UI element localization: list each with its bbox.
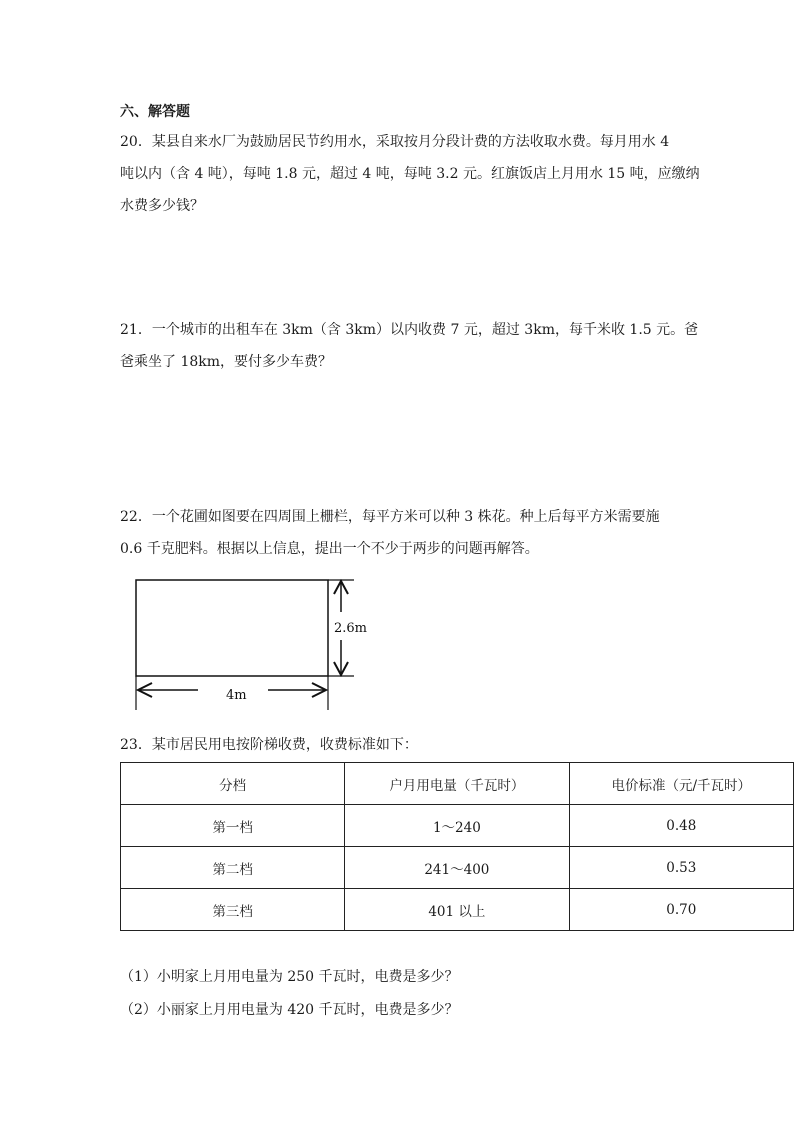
table-cell: 0.53 xyxy=(569,847,793,889)
question-20-line-1: 20．某县自来水厂为鼓励居民节约用水，采取按月分段计费的方法收取水费。每月用水 4 xyxy=(120,134,670,150)
table-cell: 第一档 xyxy=(121,805,345,847)
table-header-row xyxy=(121,763,794,805)
table-header-cell: 分档 xyxy=(121,763,345,805)
question-23-sub-2: （2）小丽家上月用电量为 420 千瓦时，电费是多少？ xyxy=(120,1002,459,1018)
question-21-line-1: 21．一个城市的出租车在 3km（含 3km）以内收费 7 元，超过 3km，每千米收 1.5 元。爸 xyxy=(120,322,699,338)
table-row xyxy=(121,805,794,847)
table-cell: 第二档 xyxy=(121,847,345,889)
garden-diagram xyxy=(128,572,388,717)
table-cell: 0.48 xyxy=(569,805,793,847)
question-22-line-1: 22．一个花圃如图要在四周围上栅栏，每平方米可以种 3 株花。种上后每平方米需要施 xyxy=(120,509,660,525)
question-20-line-3: 水费多少钱？ xyxy=(120,198,204,214)
table-cell: 第三档 xyxy=(121,889,345,931)
question-21-line-2: 爸乘坐了 18km，要付多少车费？ xyxy=(120,354,333,370)
height-label: 2.6m xyxy=(334,621,368,636)
question-20-line-2: 吨以内（含 4 吨），每吨 1.8 元，超过 4 吨，每吨 3.2 元。红旗饭店上月用水 15 吨，应缴纳 xyxy=(120,166,700,182)
table-cell: 0.70 xyxy=(569,889,793,931)
table-header-cell: 户月用电量（千瓦时） xyxy=(345,763,569,805)
table-row xyxy=(121,889,794,931)
table-cell: 1～240 xyxy=(345,805,569,847)
section-title: 六、解答题 xyxy=(120,104,190,120)
table-header-cell: 电价标准（元/千瓦时） xyxy=(569,763,793,805)
width-label: 4m xyxy=(226,688,247,703)
table-cell: 401 以上 xyxy=(345,889,569,931)
question-22-line-2: 0.6 千克肥料。根据以上信息，提出一个不少于两步的问题再解答。 xyxy=(120,541,539,557)
table-cell: 241～400 xyxy=(345,847,569,889)
question-23-intro: 23．某市居民用电按阶梯收费，收费标准如下： xyxy=(120,737,418,753)
table-row xyxy=(121,847,794,889)
electricity-fee-table xyxy=(120,762,794,931)
question-23-sub-1: （1）小明家上月用电量为 250 千瓦时，电费是多少？ xyxy=(120,969,459,985)
garden-rectangle xyxy=(136,580,328,676)
